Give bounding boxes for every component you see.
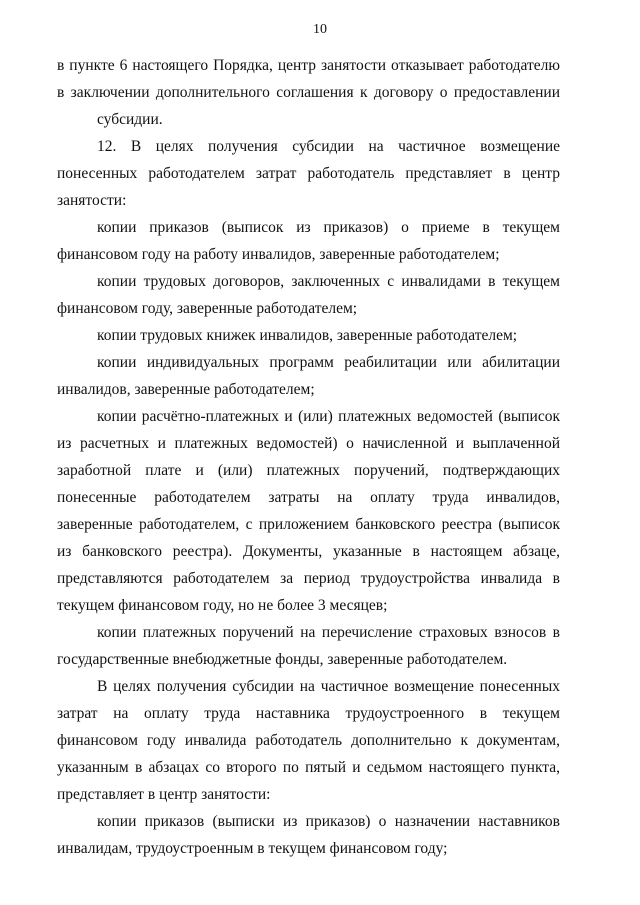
text-line: копии приказов (выписок из приказов) о приеме в текущем: [97, 219, 560, 236]
text-line: из расчетных и платежных ведомостей) о начисленной и выплаченной: [57, 435, 560, 452]
text-line: заработной плате и (или) платежных поручений, подтверждающих: [57, 462, 560, 479]
text-line: инвалидов, заверенные работодателем;: [57, 381, 315, 398]
text-line: копии индивидуальных программ реабилитации или абилитации: [97, 354, 560, 371]
paragraph-list-item: [57, 808, 560, 862]
paragraph-item-12: [57, 133, 560, 214]
paragraph-list-item: [57, 349, 560, 403]
text-line: субсидии.: [97, 111, 163, 128]
text-line: представляются работодателем за период трудоустройства инвалида в: [57, 570, 560, 587]
document-body: [57, 52, 560, 862]
text-line: инвалидам, трудоустроенным в текущем финансовом году;: [57, 840, 448, 857]
page-number: 10: [313, 22, 327, 37]
text-line: занятости:: [57, 192, 127, 209]
text-line: текущем финансовом году, но не более 3 месяцев;: [57, 597, 388, 614]
text-line: государственные внебюджетные фонды, заверенные работодателем.: [57, 651, 508, 668]
paragraph-list-item: [57, 322, 560, 349]
paragraph-list-item: [57, 403, 560, 619]
paragraph-list-item: [57, 214, 560, 268]
text-line: копии расчётно-платежных и (или) платежных ведомостей (выписок: [97, 408, 560, 425]
text-line: затрат на оплату труда наставника трудоустроенного в текущем: [57, 705, 560, 722]
text-line: понесенных работодателем затрат работодатель представляет в центр: [57, 165, 560, 182]
text-line: финансовом году, заверенные работодателем;: [57, 300, 358, 317]
text-line: копии приказов (выписки из приказов) о назначении наставников: [97, 813, 560, 830]
text-line: финансовом году инвалида работодатель дополнительно к документам,: [57, 732, 560, 749]
paragraph-mentor-costs: [57, 673, 560, 808]
text-line: из банковского реестра). Документы, указанные в настоящем абзаце,: [57, 543, 560, 560]
text-line: в заключении дополнительного соглашения к договору о предоставлении: [57, 84, 560, 101]
text-line: копии трудовых книжек инвалидов, заверенные работодателем;: [97, 327, 518, 344]
text-line: представляет в центр занятости:: [57, 786, 271, 803]
text-line: в пункте 6 настоящего Порядка, центр занятости отказывает работодателю: [57, 57, 560, 74]
text-line: заверенные работодателем, с приложением банковского реестра (выписок: [57, 516, 560, 533]
text-line: копии трудовых договоров, заключенных с инвалидами в текущем: [97, 273, 560, 290]
text-line: указанным в абзацах со второго по пятый и седьмом настоящего пункта,: [57, 759, 560, 776]
paragraph-continuation: [57, 52, 560, 133]
text-line: финансовом году на работу инвалидов, заверенные работодателем;: [57, 246, 500, 263]
paragraph-list-item: [57, 268, 560, 322]
text-line: 12. В целях получения субсидии на частичное возмещение: [97, 138, 560, 155]
text-line: копии платежных поручений на перечисление страховых взносов в: [97, 624, 560, 641]
paragraph-list-item: [57, 619, 560, 673]
text-line: В целях получения субсидии на частичное возмещение понесенных: [97, 678, 560, 695]
text-line: понесенные работодателем затраты на оплату труда инвалидов,: [57, 489, 560, 506]
